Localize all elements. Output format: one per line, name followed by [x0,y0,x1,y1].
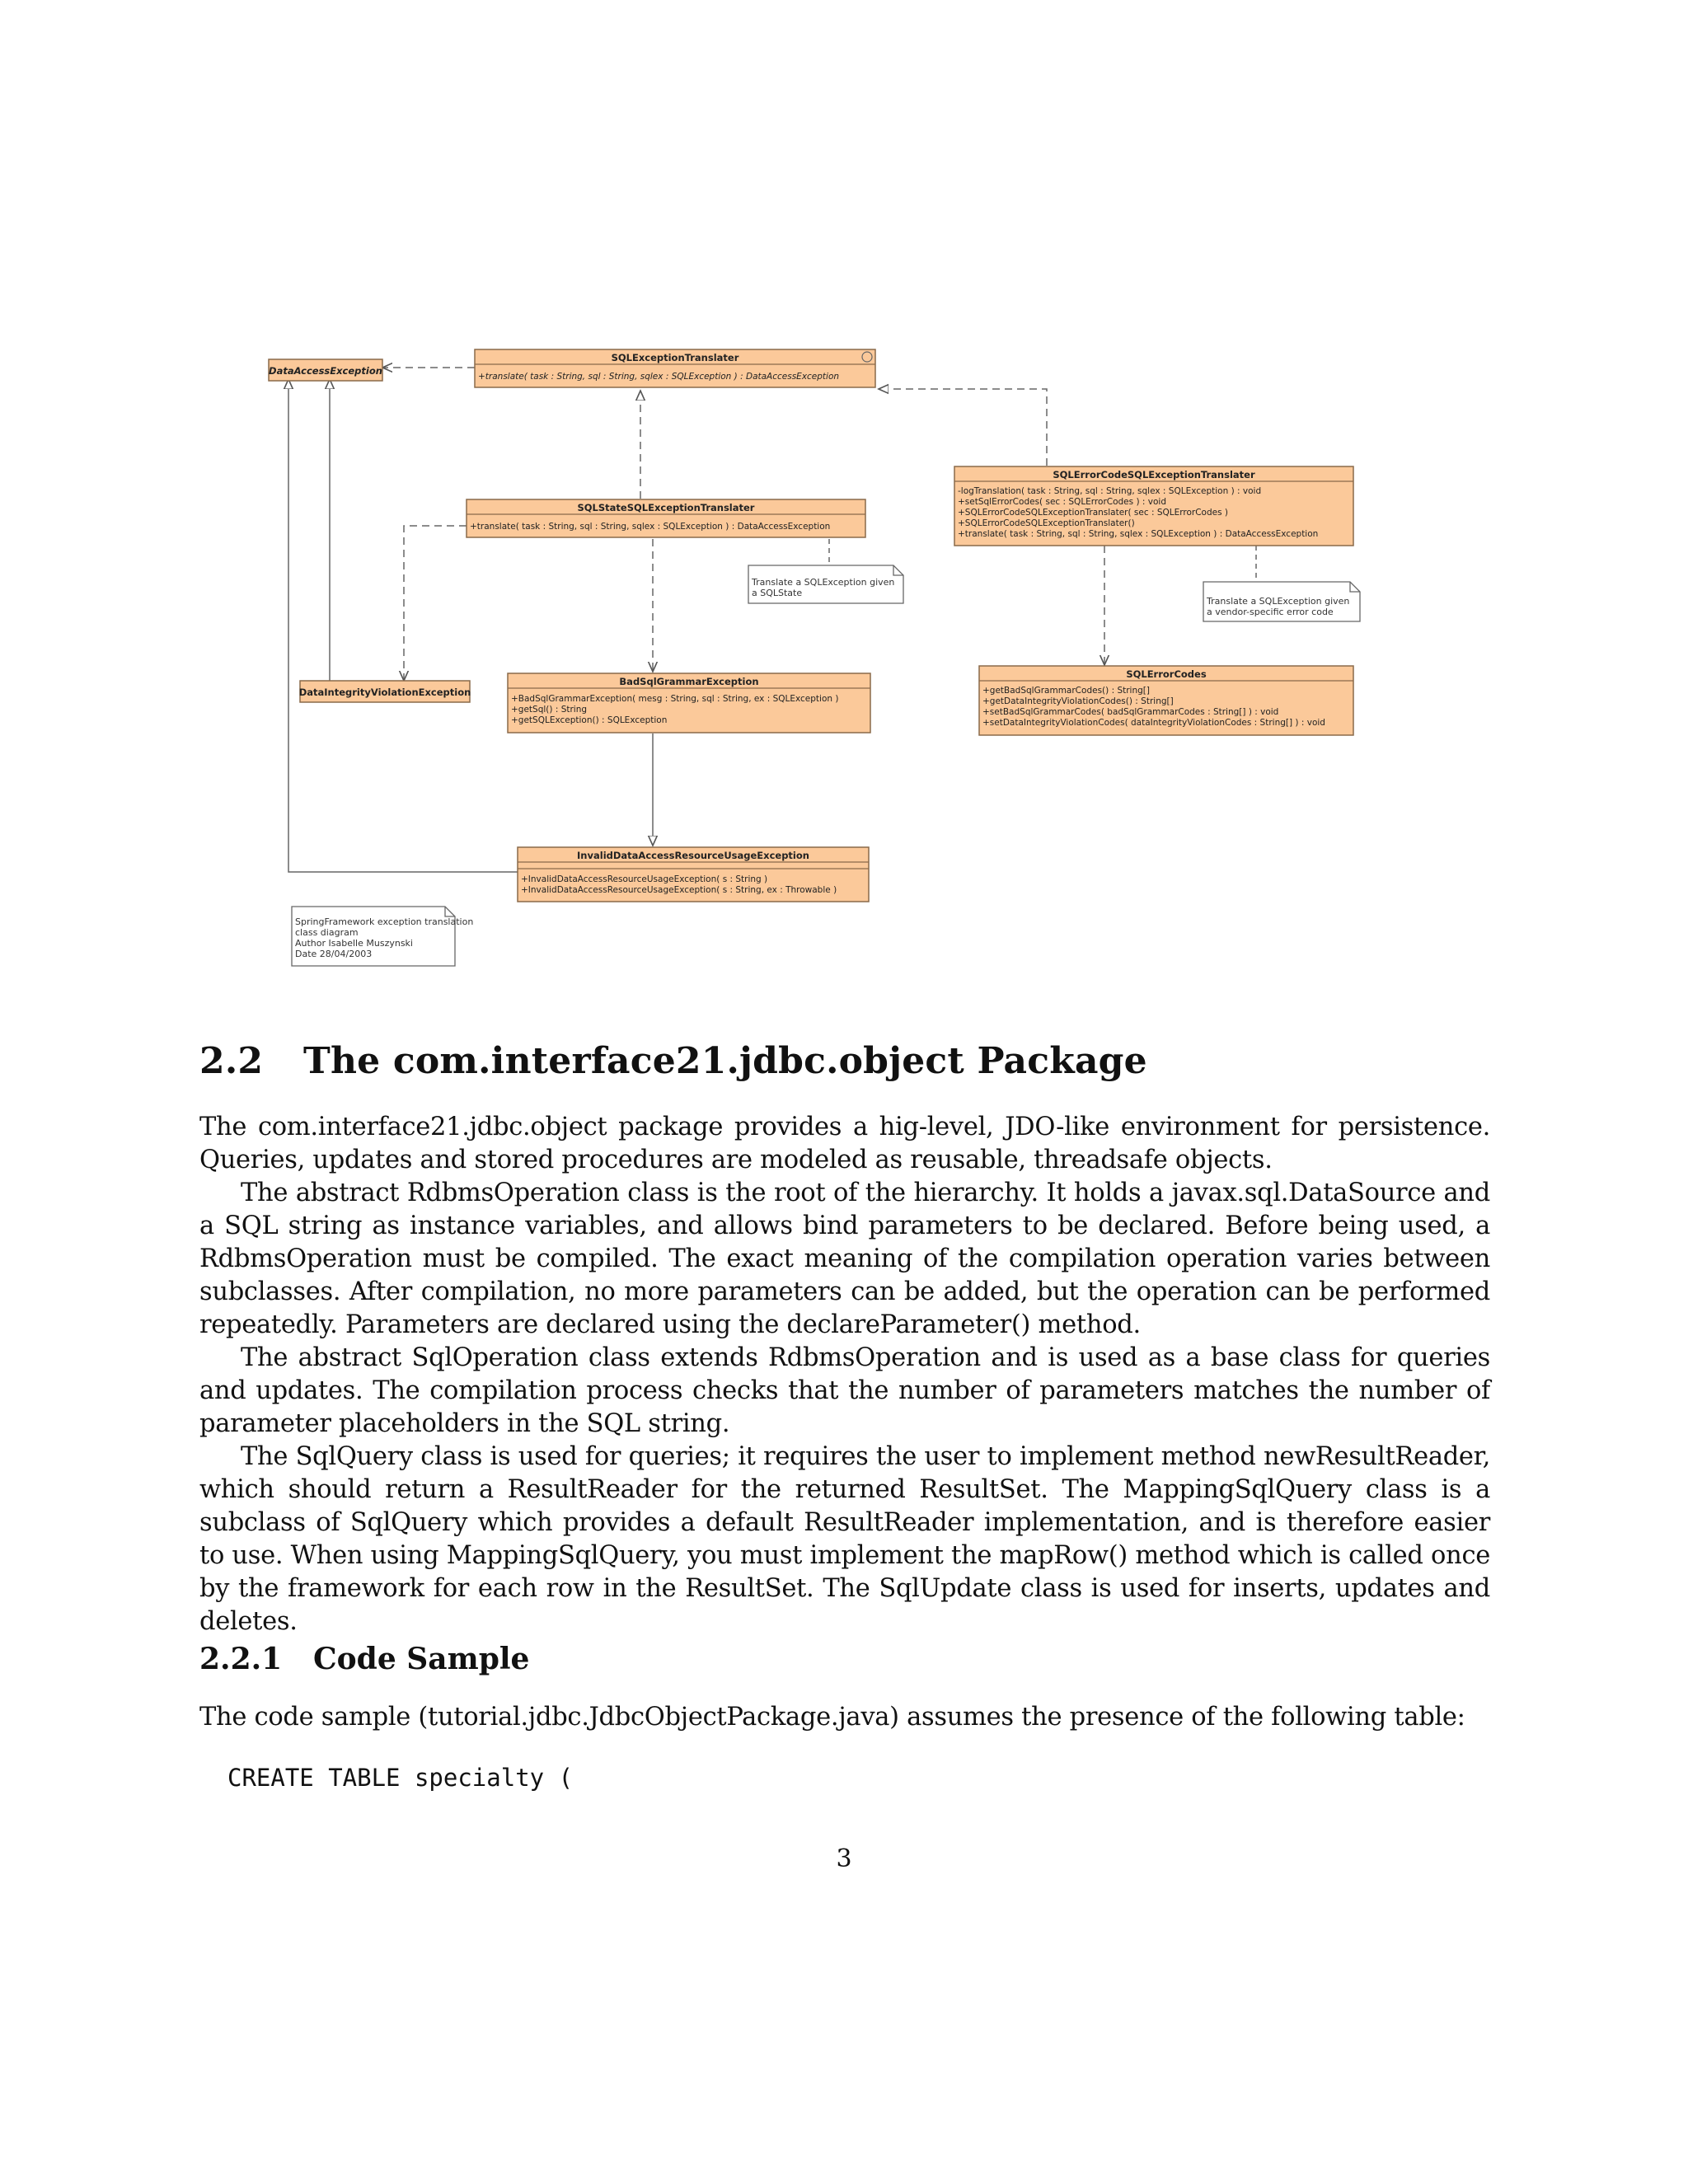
paragraph: The SqlQuery class is used for queries; it requires the user to implement method newResultReader, which should return a ResultReader for the returned ResultSet. The MappingSqlQuery class is a subclass of SqlQuery which provides a default ResultReader implementation, and is therefore easier to use. When using MappingSqlQuery, you must implement the mapRow() method which is called once by the framework for each row in the ResultSet. The SqlUpdate class is used for inserts, updates and deletes. [199,1442,1490,1636]
class-operation: +setSqlErrorCodes( sec : SQLErrorCodes ) : void [958,497,1166,507]
paragraph: The abstract RdbmsOperation class is the root of the hierarchy. It holds a javax.sql.DataSource and a SQL string as instance variables, and allows bind parameters to be declared. Before being used, a RdbmsOperation must be compiled. The exact meaning of the compilation operation varies between subclasses. After compilation, no more parameters can be added, but the operation can be performed repeatedly. Parameters are declared using the declareParameter() method. [199,1179,1490,1339]
code-snippet: CREATE TABLE specialty ( [227,1764,574,1792]
note-sqlstate [748,565,903,603]
section-heading [199,1040,1147,1082]
class-operation: +InvalidDataAccessResourceUsageException( s : String ) [521,874,768,884]
class-operation: +getBadSqlGrammarCodes() : String[] [982,686,1150,696]
class-operation: +getSQLException() : SQLException [511,715,668,725]
class-operation: +getSql() : String [511,705,588,715]
class-sql-error-codes [979,666,1353,735]
class-invalid-data-access [518,847,869,902]
class-data-integrity-violation [299,681,471,702]
note-line: SpringFramework exception translation [295,916,474,927]
class-name: DataIntegrityViolationException [298,687,471,698]
class-name: BadSqlGrammarException [619,676,759,687]
class-operation: +setDataIntegrityViolationCodes( dataIntegrityViolationCodes : String[] ) : void [982,718,1325,728]
subsection-number: 2.2.1 [199,1642,283,1676]
class-operation: +BadSqlGrammarException( mesg : String, sql : String, ex : SQLException ) [511,694,839,704]
note-line: Author Isabelle Muszynski [295,938,413,949]
class-name: SQLStateSQLExceptionTranslater [577,502,755,513]
uml-class-diagram [247,338,1467,981]
class-sql-exception-translater [475,349,875,387]
class-operation: +getDataIntegrityViolationCodes() : String[] [982,696,1174,706]
inheritance-line [288,379,518,872]
diagram-connectors [288,368,1256,872]
page-number: 3 [836,1844,852,1873]
paragraph: The code sample (tutorial.jdbc.JdbcObjectPackage.java) assumes the presence of the following table: [199,1703,1465,1732]
class-operation: +SQLErrorCodeSQLExceptionTranslater() [958,518,1135,528]
class-operation: -logTranslation( task : String, sql : String, sqlex : SQLException ) : void [958,486,1262,496]
class-name: DataAccessException [269,365,382,377]
note-line: Date 28/04/2003 [295,949,373,959]
paragraph: The abstract SqlOperation class extends RdbmsOperation and is used as a base class for queries and updates. The compilation process checks that the number of parameters matches the number of parameter placeholders in the SQL string. [199,1343,1490,1438]
note-line: Translate a SQLException given [752,577,895,588]
note-author [292,907,473,966]
class-sql-error-code-translater [954,466,1353,546]
realization-line [879,389,1047,466]
note-line: Translate a SQLException given [1207,596,1350,607]
note-vendor-code [1203,582,1360,621]
note-line: class diagram [295,927,359,938]
section-body [199,1111,1490,1638]
class-name: SQLErrorCodeSQLExceptionTranslater [1053,469,1255,480]
class-name: SQLExceptionTranslater [611,352,739,363]
subsection-body [199,1701,1490,1734]
class-operation: +SQLErrorCodeSQLExceptionTranslater( sec : SQLErrorCodes ) [958,508,1229,518]
class-operation: +translate( task : String, sql : String, sqlex : SQLException ) : DataAccessException [478,372,840,382]
class-operation: +translate( task : String, sql : String, sqlex : SQLException ) : DataAccessException [470,522,831,532]
class-operation: +translate( task : String, sql : String, sqlex : SQLException ) : DataAccessException [958,529,1319,539]
class-name: InvalidDataAccessResourceUsageException [577,850,809,861]
class-name: SQLErrorCodes [1126,668,1207,680]
dependency-line [404,526,467,681]
class-operation: +setBadSqlGrammarCodes( badSqlGrammarCodes : String[] ) : void [982,707,1279,717]
note-line: a vendor-specific error code [1207,607,1334,617]
section-title: The com.interface21.jdbc.object Package [303,1040,1147,1082]
class-sql-state-translater [467,499,865,537]
class-data-access-exception [269,359,382,381]
section-number: 2.2 [199,1040,264,1082]
paragraph: The com.interface21.jdbc.object package provides a hig-level, JDO-like environment for persistence. Queries, updates and stored procedures are modeled as reusable, threadsafe objects. [199,1113,1490,1174]
note-line: a SQLState [752,588,803,598]
class-operation: +InvalidDataAccessResourceUsageException( s : String, ex : Throwable ) [521,885,837,895]
uml-diagram-svg [247,338,1467,981]
class-bad-sql-grammar [508,673,870,733]
subsection-title: Code Sample [313,1642,530,1676]
subsection-heading [199,1642,529,1676]
